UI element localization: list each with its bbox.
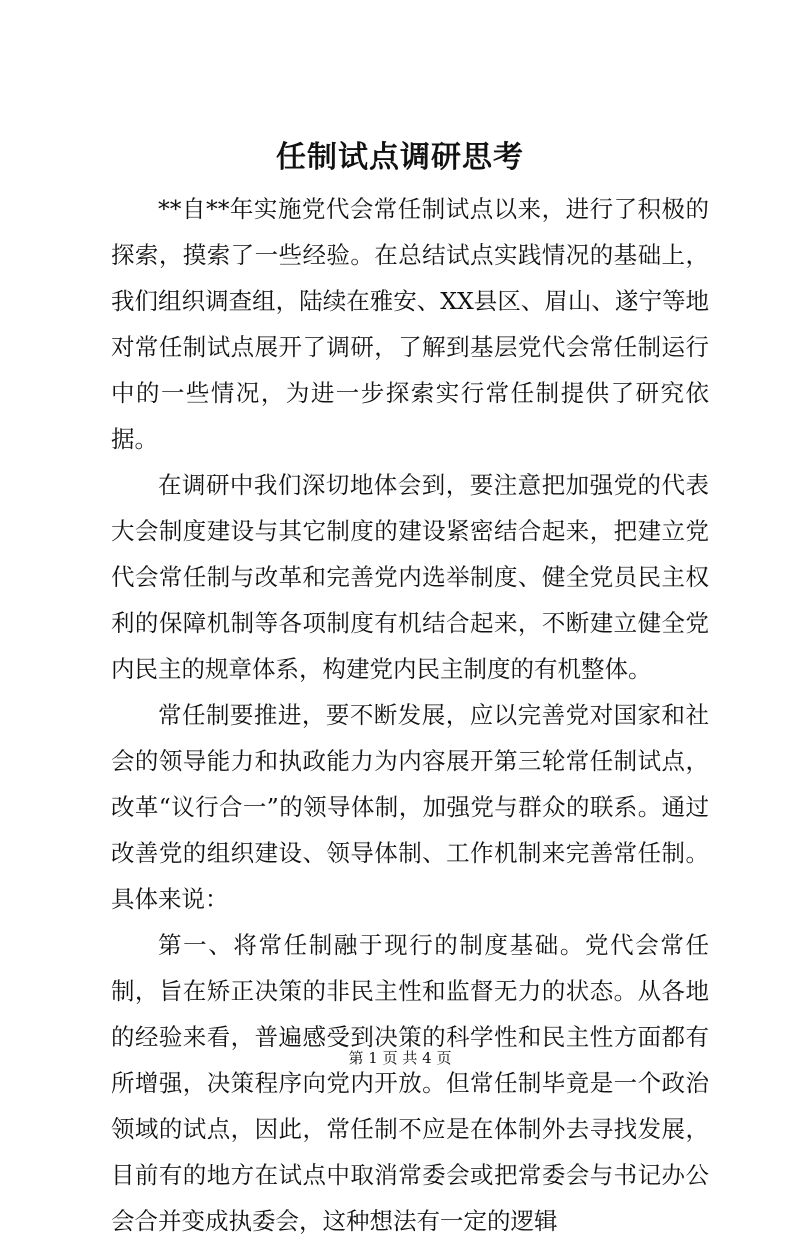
document-title: 任制试点调研思考 (276, 140, 524, 175)
paragraph-3: 常任制要推进，要不断发展，应以完善党对国家和社会的领导能力和执政能力为内容展开第三轮常任制试点，改革“议行合一”的领导体制，加强党与群众的联系。通过改善党的组织建设、领导体制、工作机制来完善常任制。具体来说： (111, 701, 709, 913)
paragraph-2: 在调研中我们深切地体会到，要注意把加强党的代表大会制度建设与其它制度的建设紧密结合起来，把建立党代会常任制与改革和完善党内选举制度、健全党员民主权利的保障机制等各项制度有机结合起来，不断建立健全党内民主的规章体系，构建党内民主制度的有机整体。 (111, 471, 709, 683)
document-body (111, 186, 709, 1244)
paragraph-4: 第一、将常任制融于现行的制度基础。党代会常任制，旨在矫正决策的非民主性和监督无力的状态。从各地的经验来看，普遍感受到决策的科学性和民主性方面都有所增强，决策程序向党内开放。但常任制毕竟是一个政治领域的试点，因此，常任制不应是在体制外去寻找发展，目前有的地方在试点中取消常委会或把常委会与书记办公会合并变成执委会，这种想法有一定的逻辑 (111, 931, 709, 1235)
page-footer: 第 1 页 共 4 页 (348, 1049, 452, 1067)
paragraph-1: **自**年实施党代会常任制试点以来，进行了积极的探索，摸索了一些经验。在总结试点实践情况的基础上，我们组织调查组，陆续在雅安、XX县区、眉山、遂宁等地对常任制试点展开了调研，了解到基层党代会常任制运行中的一些情况，为进一步探索实行常任制提供了研究依据。 (111, 195, 709, 453)
